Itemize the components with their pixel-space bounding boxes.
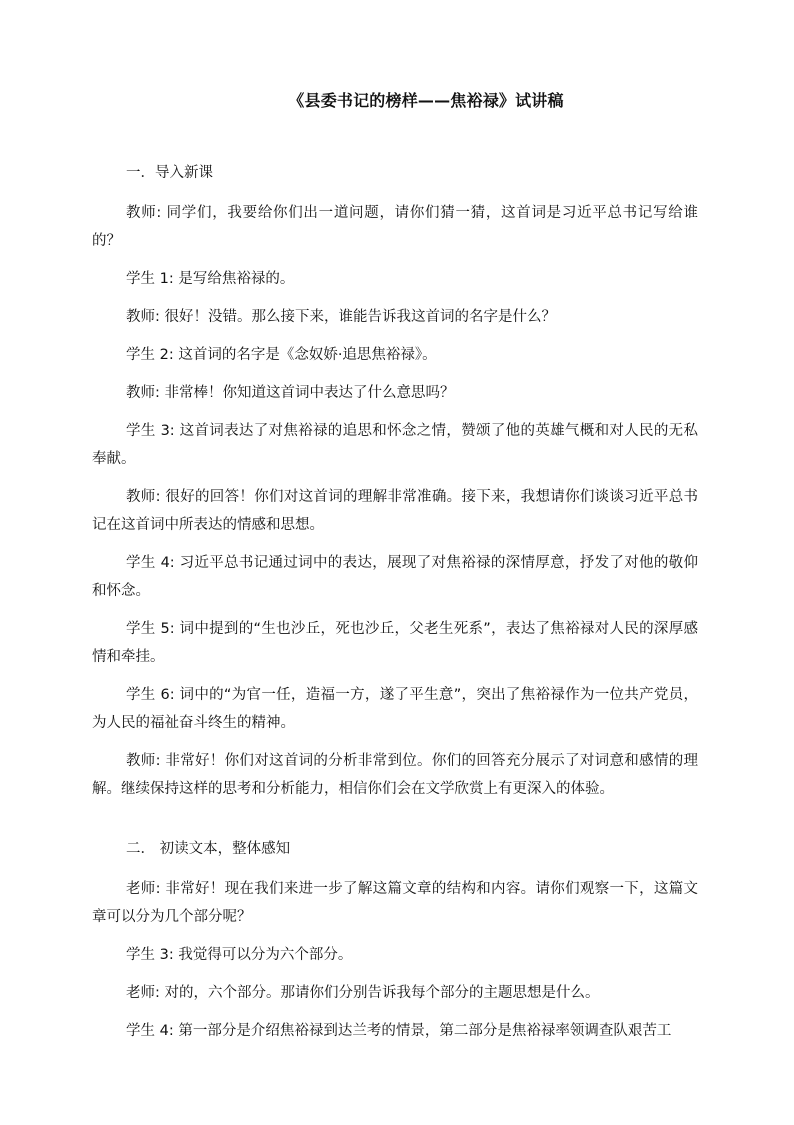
dialogue-paragraph: 教师: 非常棒！你知道这首词中表达了什么意思吗？ <box>126 385 455 401</box>
section-spacer <box>126 813 698 835</box>
dialogue-paragraph: 学生 2: 这首词的名字是《念奴娇·追思焦裕禄》。 <box>126 347 437 363</box>
dialogue-paragraph: 老师: 对的，六个部分。那请你们分别告诉我每个部分的主题思想是什么。 <box>126 985 600 1001</box>
section-heading-2: 二． 初读文本，整体感知 <box>126 841 291 857</box>
section-heading-1: 一．导入新课 <box>126 165 213 181</box>
dialogue-paragraph: 学生 3: 我觉得可以分为六个部分。 <box>126 947 353 963</box>
dialogue-paragraph: 教师: 很好的回答！你们对这首词的理解非常准确。接下来，我想请你们谈谈习近平总书记在这首词中所表达的情感和思想。 <box>92 489 698 533</box>
dialogue-paragraph: 学生 1: 是写给焦裕禄的。 <box>126 271 295 287</box>
dialogue-paragraph: 学生 4: 第一部分是介绍焦裕禄到达兰考的情景，第二部分是焦裕禄率领调查队艰苦工 <box>126 1023 672 1039</box>
dialogue-paragraph: 学生 4: 习近平总书记通过词中的表达，展现了对焦裕禄的深情厚意，抒发了对他的敬仰和怀念。 <box>92 555 698 599</box>
dialogue-paragraph: 老师: 非常好！现在我们来进一步了解这篇文章的结构和内容。请你们观察一下，这篇文章可以分为几个部分呢？ <box>92 881 698 925</box>
dialogue-paragraph: 教师: 同学们，我要给你们出一道问题，请你们猜一猜，这首词是习近平总书记写给谁的？ <box>92 205 698 249</box>
dialogue-paragraph: 教师: 很好！没错。那么接下来，谁能告诉我这首词的名字是什么？ <box>126 309 556 325</box>
dialogue-paragraph: 教师: 非常好！你们对这首词的分析非常到位。你们的回答充分展示了对词意和感情的理解。继续保持这样的思考和分析能力，相信你们会在文学欣赏上有更深入的体验。 <box>92 753 698 797</box>
dialogue-paragraph: 学生 5: 词中提到的“生也沙丘，死也沙丘，父老生死系”，表达了焦裕禄对人民的深厚感情和牵挂。 <box>92 621 698 665</box>
dialogue-paragraph: 学生 3: 这首词表达了对焦裕禄的追思和怀念之情，赞颂了他的英雄气概和对人民的无私奉献。 <box>92 423 698 467</box>
dialogue-paragraph: 学生 6: 词中的“为官一任，造福一方，遂了平生意”，突出了焦裕禄作为一位共产党员，为人民的福祉奋斗终生的精神。 <box>92 687 698 731</box>
document-title: 《县委书记的榜样——焦裕禄》试讲稿 <box>288 91 564 110</box>
